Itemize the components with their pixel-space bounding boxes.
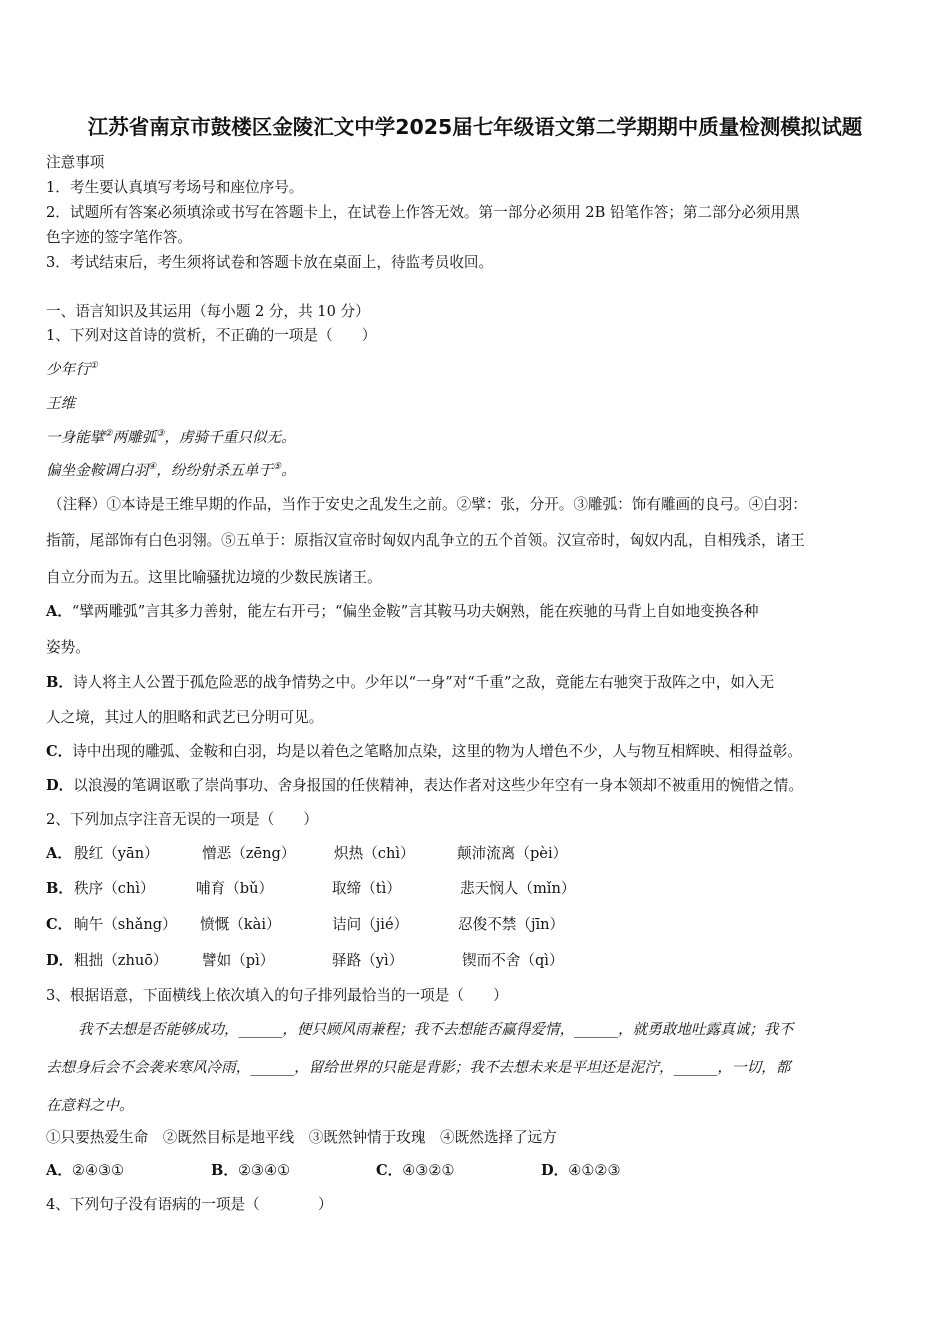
- poem-author: 王维: [46, 395, 76, 412]
- q1-option-a-cont: 姿势。: [46, 639, 90, 656]
- pinyin-item: 晌午（shǎng）: [74, 916, 177, 933]
- q1-option-a: [46, 602, 759, 622]
- option-text: ④③②①: [402, 1162, 455, 1179]
- footnote-mark: ④: [148, 462, 157, 473]
- pinyin-item: 憎恶（zēng）: [202, 845, 296, 862]
- footnote-mark: ②: [104, 429, 113, 440]
- pinyin-item: 锲而不舍（qì）: [462, 952, 564, 969]
- poem-text: ，纷纷射杀五单于: [156, 462, 274, 479]
- option-text: 诗中出现的雕弧、金鞍和白羽，均是以着色之笔略加点染，这里的物为人增色不少，人与物互相辉映、相得益彰。: [72, 743, 802, 760]
- poem-text: 两雕弧: [112, 429, 157, 446]
- option-label: A．: [46, 603, 72, 620]
- option-label: B．: [46, 880, 73, 897]
- option-label: D．: [541, 1162, 569, 1179]
- poem-note: （注释）①本诗是王维早期的作品，当作于安史之乱发生之前。②擘：张，分开。③雕弧：饰有雕画的良弓。④白羽：: [48, 496, 807, 513]
- poem-text: 一身能擘: [46, 429, 105, 446]
- q3-passage: 去想身后会不会袭来寒风冷雨，______，留给世界的只能是背影；我不去想未来是平坦还是泥泞，______，一切，都: [46, 1059, 791, 1076]
- question-2-stem: 2、下列加点字注音无误的一项是（ ）: [46, 811, 318, 828]
- poem-text: 。: [281, 462, 296, 479]
- pinyin-item: 哺育（bǔ）: [196, 880, 274, 897]
- q3-passage: 我不去想是否能够成功，______，便只顾风雨兼程；我不去想能否赢得爱情，______，就勇敢地吐露真诚；我不: [78, 1021, 794, 1038]
- option-label: B．: [46, 674, 73, 691]
- exam-title: 江苏省南京市鼓楼区金陵汇文中学2025届七年级语文第二学期期中质量检测模拟试题: [87, 115, 863, 139]
- notice-item: 1．考生要认真填写考场号和座位序号。: [46, 179, 304, 196]
- notice-heading: 注意事项: [46, 154, 105, 171]
- pinyin-item: 忍俊不禁（jīn）: [458, 916, 565, 933]
- option-text: ②④③①: [71, 1162, 125, 1179]
- option-label: C．: [376, 1162, 403, 1179]
- pinyin-item: 诘问（jié）: [332, 916, 409, 933]
- question-3-stem: 3、根据语意，下面横线上依次填入的句子排列最恰当的一项是（ ）: [46, 987, 508, 1004]
- question-4-stem: 4、下列句子没有语病的一项是（ ）: [46, 1196, 333, 1213]
- pinyin-item: 粗拙（zhuō）: [74, 952, 168, 969]
- pinyin-item: 悲天悯人（mǐn）: [460, 880, 576, 897]
- notice-item: 2．试题所有答案必须填涂或书写在答题卡上，在试卷上作答无效。第一部分必须用 2B 铅笔作答；第二部分必须用黑: [46, 204, 800, 221]
- q3-option-b: [211, 1161, 290, 1181]
- poem-line-2: [46, 461, 296, 481]
- q1-option-b-cont: 人之境，其过人的胆略和武艺已分明可见。: [46, 709, 324, 726]
- option-label: C．: [46, 916, 73, 933]
- option-text: ④①②③: [568, 1162, 621, 1179]
- notice-item: 色字迹的签字笔作答。: [46, 229, 192, 246]
- q3-option-c: [376, 1161, 455, 1181]
- pinyin-item: 取缔（tì）: [332, 880, 401, 897]
- q3-option-d: [541, 1161, 621, 1181]
- option-label: B．: [211, 1162, 238, 1179]
- pinyin-item: 炽热（chì）: [334, 845, 415, 862]
- option-label: A．: [46, 845, 72, 862]
- option-text: 以浪漫的笔调讴歌了崇尚事功、舍身报国的任侠精神，表达作者对这些少年空有一身本领却不被重用的惋惜之情。: [73, 777, 803, 794]
- option-text: ②③④①: [237, 1162, 291, 1179]
- poem-text: 偏坐金鞍调白羽: [46, 462, 149, 479]
- option-label: C．: [46, 743, 73, 760]
- option-label: D．: [46, 952, 74, 969]
- pinyin-item: 譬如（pì）: [202, 952, 275, 969]
- pinyin-item: 愤慨（kài）: [200, 916, 281, 933]
- footnote-mark: ③: [156, 429, 165, 440]
- poem-title: [46, 360, 98, 380]
- poem-note: 指箭，尾部饰有白色羽翎。⑤五单于：原指汉宣帝时匈奴内乱争立的五个首领。汉宣帝时，匈奴内乱，自相残杀，诸王: [46, 532, 805, 549]
- q3-choices: ①只要热爱生命 ②既然目标是地平线 ③既然钟情于玫瑰 ④既然选择了远方: [46, 1129, 557, 1146]
- q1-option-b: [46, 673, 774, 693]
- notice-item: 3．考试结束后，考生须将试卷和答题卡放在桌面上，待监考员收回。: [46, 254, 494, 271]
- section-heading: 一、语言知识及其运用（每小题 2 分，共 10 分）: [46, 303, 370, 320]
- q1-option-c: [46, 742, 802, 762]
- q1-option-d: [46, 776, 803, 796]
- footnote-mark: ⑤: [273, 462, 282, 473]
- question-1-stem: 1、下列对这首诗的赏析，不正确的一项是（ ）: [46, 327, 377, 344]
- option-label: A．: [46, 1162, 72, 1179]
- poem-title-text: 少年行: [46, 361, 90, 378]
- pinyin-item: 殷红（yān）: [74, 845, 159, 862]
- q3-passage: 在意料之中。: [46, 1097, 134, 1114]
- option-text: 诗人将主人公置于孤危险恶的战争情势之中。少年以“一身”对“千重”之敌，竟能左右驰突于敌阵之中，如入无: [72, 674, 775, 691]
- pinyin-item: 秩序（chì）: [74, 880, 155, 897]
- poem-note: 自立分而为五。这里比喻骚扰边境的少数民族诸王。: [46, 569, 382, 586]
- option-text: “擘两雕弧”言其多力善射，能左右开弓；“偏坐金鞍”言其鞍马功夫娴熟，能在疾驰的马背上自如地变换各种: [71, 603, 759, 620]
- footnote-mark: ①: [89, 361, 98, 372]
- pinyin-item: 驿路（yì）: [332, 952, 404, 969]
- poem-text: ，虏骑千重只似无。: [164, 429, 296, 446]
- q3-option-a: [46, 1161, 124, 1181]
- pinyin-item: 颠沛流离（pèi）: [457, 845, 568, 862]
- option-label: D．: [46, 777, 74, 794]
- poem-line-1: [46, 428, 296, 448]
